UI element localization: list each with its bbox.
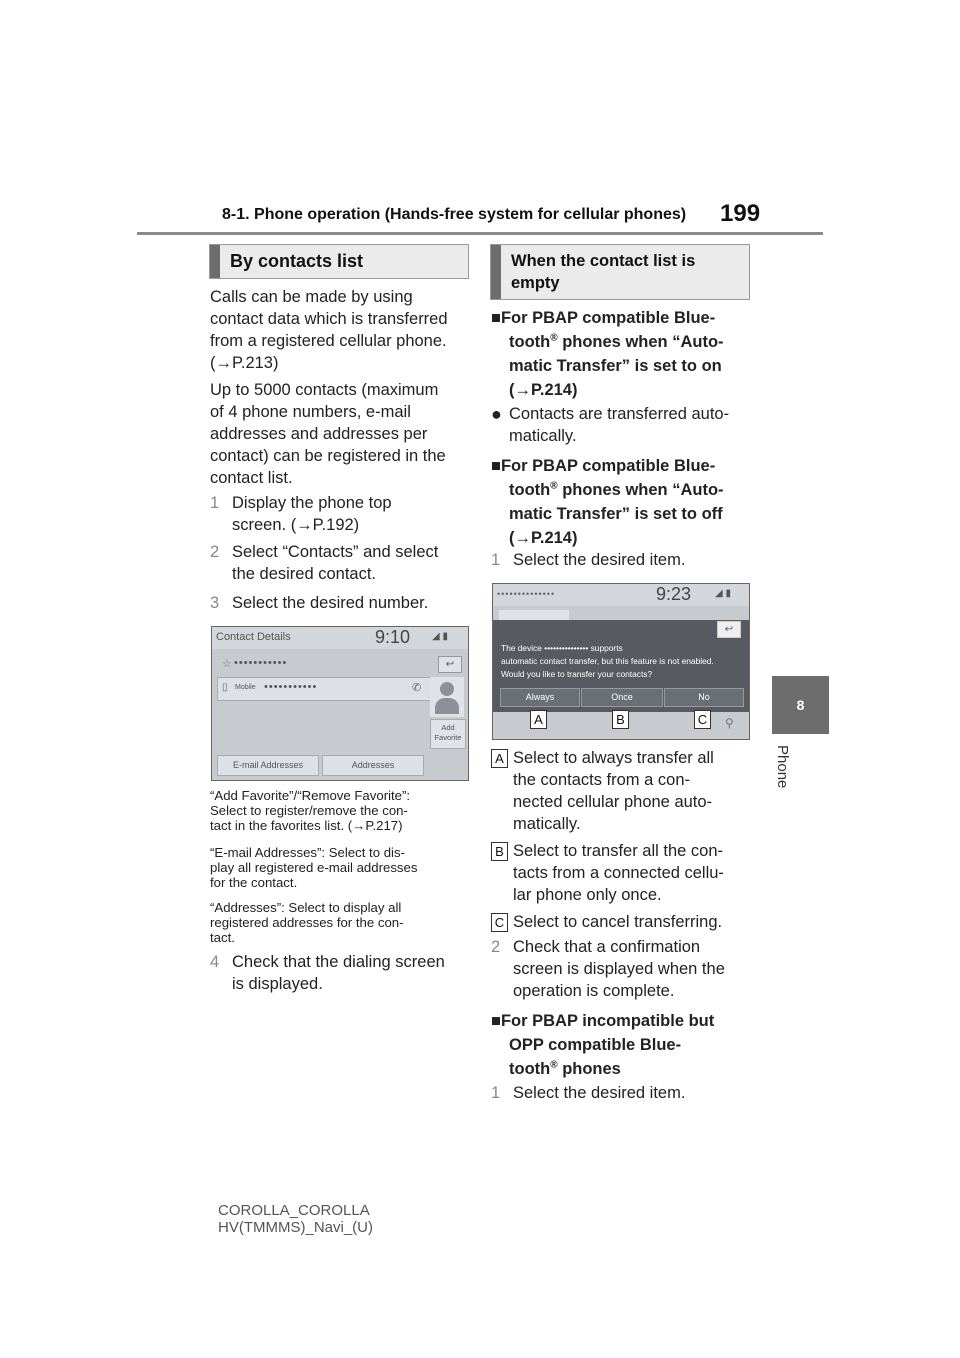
always-button[interactable]: Always [500,688,580,707]
contact-photo [430,677,464,717]
phone-icon: ▯ [222,682,228,693]
favorite-star-icon: ☆ [222,658,232,670]
caption-email-addresses: “E-mail Addresses”: Select to dis- play all registered e-mail addresses for the contact. [210,845,418,890]
contact-details-screenshot: Contact Details 9:10 ◢ ▮ ☆ ••••••••••• ↩ ▯ Mobile ••••••••••• ✆ Add Favorite E-mail Addresses Addresses [211,626,469,781]
transfer-dialog: ↩ The device ••••••••••••••• supports automatic contact transfer, but this feature is not enabled. Would you like to transfer your contacts? Always Once No [493,620,749,712]
heading-auto-transfer-on: ■For PBAP compatible Blue- tooth® phones when “Auto- matic Transfer” is set to on (→P.214) [491,309,724,399]
transfer-dialog-screenshot: •••••••••••••• 9:23 ◢ ▮ ↩ The device ••••••••••••••• supports automatic contact transfer, but this feature is not enabled. Would you like to transfer your contacts? Always Once No ⚲ A B C [492,583,750,740]
capacity-paragraph: Up to 5000 contacts (maximum of 4 phone numbers, e-mail addresses and addresses per contact) can be registered in the contact list. [210,381,446,487]
chapter-tab-label: Phone [774,745,791,789]
status-icons: ◢ ▮ [432,631,448,642]
email-addresses-button[interactable]: E-mail Addresses [217,755,319,776]
chapter-tab: 8 [772,676,829,734]
section-heading-empty-list: When the contact list is empty [490,244,750,300]
search-icon: ⚲ [725,716,734,730]
status-icons: ◢ ▮ [715,588,731,599]
step-1: 1 Display the phone top screen. (→P.192) [210,494,392,534]
intro-paragraph: Calls can be made by using contact data which is transferred from a registered cellular phone. (→P.213) [210,288,448,372]
no-button[interactable]: No [664,688,744,707]
mobile-number-row[interactable]: ▯ Mobile ••••••••••• ✆ [217,677,432,701]
addresses-button[interactable]: Addresses [322,755,424,776]
bullet-icon: ● [491,404,502,424]
legend-b: B Select to transfer all the con- tacts from a connected cellu- lar phone only once. [491,840,761,906]
step-select-item: 1 Select the desired item. [491,551,686,569]
heading-opp-compatible: ■For PBAP incompatible but OPP compatible Blue- tooth® phones [491,1012,715,1078]
callout-b: B [612,710,629,729]
step-3: 3 Select the desired number. [210,594,429,612]
section-heading-contacts-list: By contacts list [209,244,469,279]
footer-model: COROLLA_COROLLA HV(TMMMS)_Navi_(U) [218,1202,373,1236]
back-icon[interactable]: ↩ [438,656,462,673]
heading-auto-transfer-off: ■For PBAP compatible Blue- tooth® phones when “Auto- matic Transfer” is set to off (→P.214) [491,457,724,547]
header-rule [137,232,823,235]
once-button[interactable]: Once [581,688,663,707]
callout-c: C [694,710,711,729]
bullet-auto-transferred: ● Contacts are transferred auto- matically. [491,404,730,445]
back-icon[interactable]: ↩ [717,621,741,638]
page-number: 199 [720,200,761,227]
step-4: 4 Check that the dialing screen is displayed. [210,953,445,993]
chapter-header: 8-1. Phone operation (Hands-free system for cellular phones) [222,206,687,223]
caption-add-favorite: “Add Favorite”/“Remove Favorite”: Select to register/remove the con- tact in the favorites list. (→P.217) [210,788,411,833]
caption-addresses: “Addresses”: Select to display all registered addresses for the con- tact. [210,900,404,945]
add-favorite-button[interactable]: Add Favorite [430,719,466,749]
step-select-item-opp: 1 Select the desired item. [491,1084,686,1102]
call-icon: ✆ [412,682,422,694]
callout-a: A [530,710,547,729]
step-confirm: 2 Check that a confirmation screen is displayed when the operation is complete. [491,938,725,1000]
legend-a: A Select to always transfer all the contacts from a con- nected cellular phone auto- matically. [491,747,761,835]
step-2: 2 Select “Contacts” and select the desired contact. [210,543,439,583]
legend-c: C Select to cancel transferring. [491,911,761,933]
